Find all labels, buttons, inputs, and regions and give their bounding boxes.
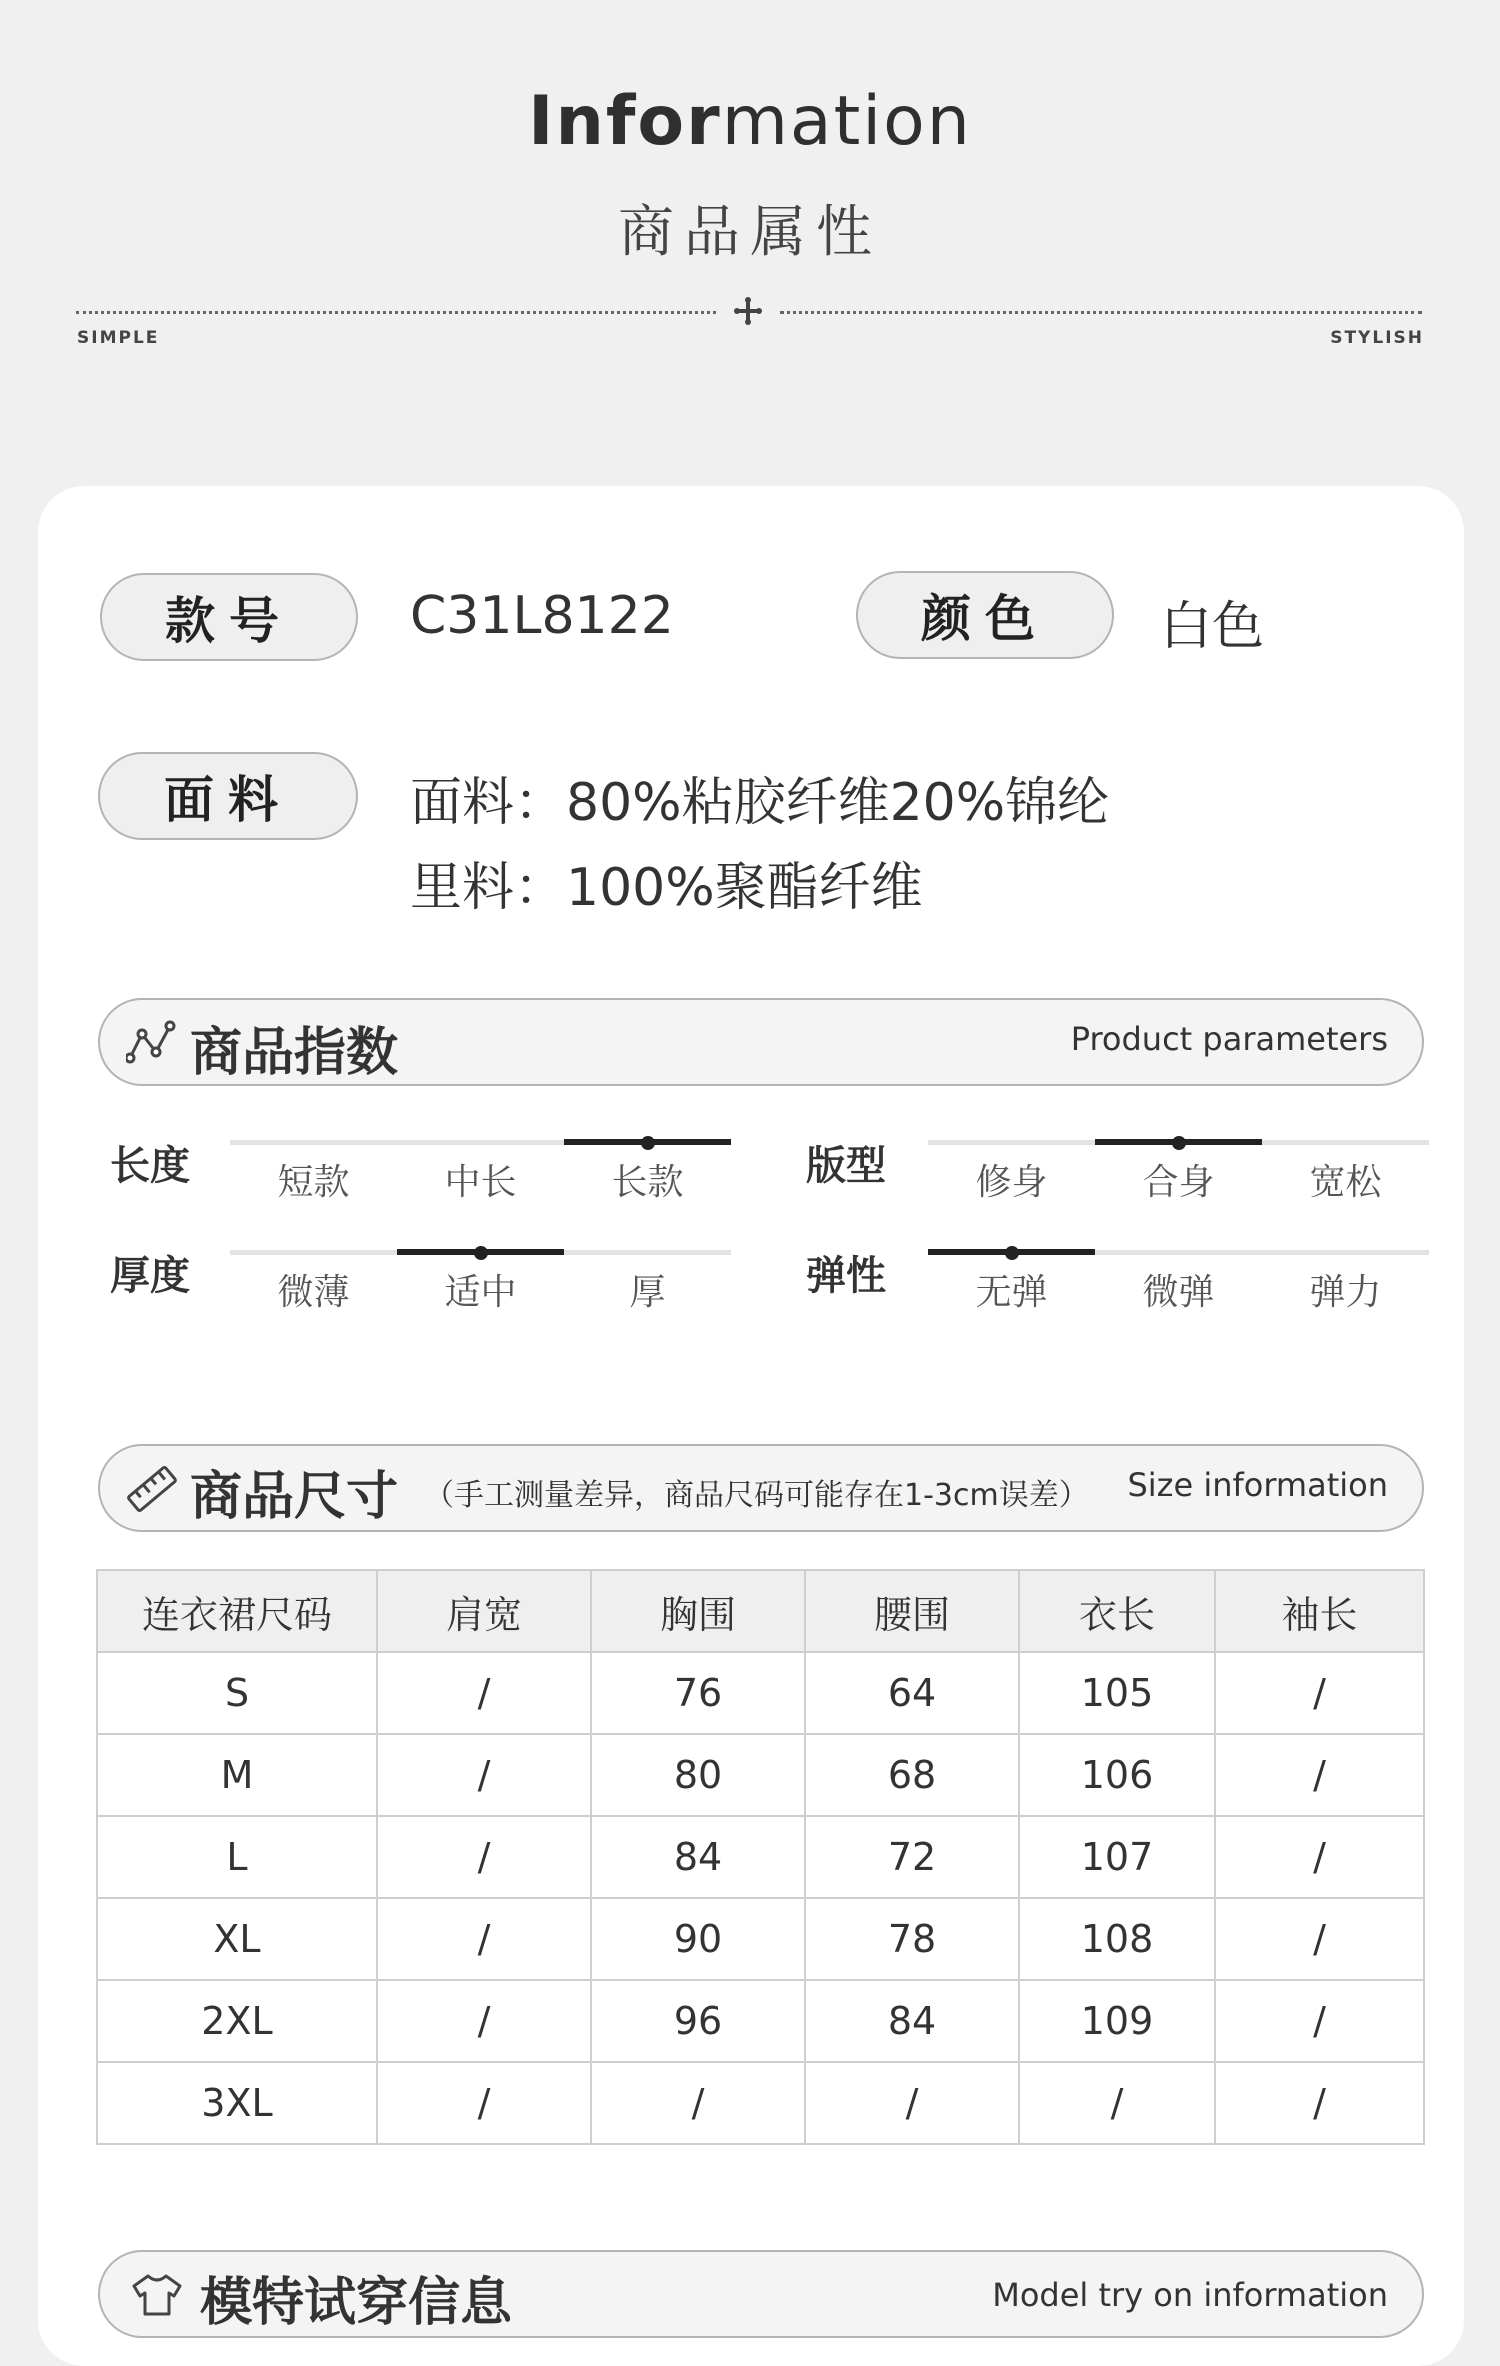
param-selected-dot — [1005, 1246, 1019, 1260]
style-number-value: C31L8122 — [410, 586, 674, 646]
table-row — [97, 1734, 1424, 1816]
table-row — [97, 1980, 1424, 2062]
model-try-on-title: 模特试穿信息 — [200, 2273, 513, 2333]
param-selected-dot — [474, 1246, 488, 1260]
table-cell: 3XL — [97, 2062, 377, 2144]
table-cell: / — [1215, 1816, 1424, 1898]
table-row — [97, 1652, 1424, 1734]
table-cell: / — [377, 1652, 591, 1734]
param-option: 微薄 — [277, 1272, 350, 1313]
page-title-en: Information — [528, 82, 972, 161]
product-parameters-title: 商品指数 — [190, 1023, 399, 1083]
size-table-header-cell: 衣长 — [1019, 1570, 1215, 1652]
table-cell: / — [1215, 1734, 1424, 1816]
table-cell: / — [1215, 2062, 1424, 2144]
table-cell: 106 — [1019, 1734, 1215, 1816]
param-option: 合身 — [1142, 1162, 1215, 1203]
param-option: 弹力 — [1309, 1272, 1382, 1313]
param-option: 无弹 — [975, 1272, 1048, 1313]
table-cell: / — [377, 1980, 591, 2062]
table-cell: / — [591, 2062, 805, 2144]
param-name: 长度 — [110, 1143, 190, 1189]
table-cell: M — [97, 1734, 377, 1816]
table-cell: 64 — [805, 1652, 1019, 1734]
divider-right — [780, 311, 1422, 314]
table-cell: 80 — [591, 1734, 805, 1816]
table-cell: / — [377, 2062, 591, 2144]
size-table — [96, 1569, 1425, 2145]
fabric-line-2: 里料：100%聚酯纤维 — [410, 858, 923, 918]
table-cell: 84 — [805, 1980, 1019, 2062]
table-cell: / — [1215, 1980, 1424, 2062]
table-cell: / — [805, 2062, 1019, 2144]
param-option: 长款 — [611, 1162, 684, 1203]
table-cell: 90 — [591, 1898, 805, 1980]
shirt-icon — [130, 2272, 184, 2318]
divider-left — [76, 311, 716, 314]
table-cell: 76 — [591, 1652, 805, 1734]
cross-ornament-icon — [733, 296, 763, 326]
model-try-on-title-en: Model try on information — [992, 2276, 1388, 2314]
table-cell: 109 — [1019, 1980, 1215, 2062]
table-cell: 105 — [1019, 1652, 1215, 1734]
size-table-header-cell: 腰围 — [805, 1570, 1019, 1652]
table-cell: S — [97, 1652, 377, 1734]
table-row — [97, 2062, 1424, 2144]
size-information-title: 商品尺寸 — [190, 1467, 399, 1527]
table-cell: / — [377, 1816, 591, 1898]
param-option: 适中 — [444, 1272, 517, 1313]
param-option: 中长 — [444, 1162, 517, 1203]
param-option: 宽松 — [1309, 1162, 1382, 1203]
color-value: 白色 — [1160, 597, 1265, 657]
table-cell: / — [1215, 1898, 1424, 1980]
corner-label-stylish: STYLISH — [1330, 328, 1424, 348]
size-table-header-cell: 连衣裙尺码 — [97, 1570, 377, 1652]
param-selected-dot — [1172, 1136, 1186, 1150]
table-cell: / — [377, 1734, 591, 1816]
size-table-header — [97, 1570, 1424, 1652]
ruler-icon — [126, 1464, 178, 1514]
table-cell: 84 — [591, 1816, 805, 1898]
table-row — [97, 1898, 1424, 1980]
size-measurement-note: （手工测量差异，商品尺码可能存在1-3cm误差） — [424, 1478, 1089, 1513]
param-option: 厚 — [629, 1272, 666, 1313]
table-cell: 68 — [805, 1734, 1019, 1816]
table-cell: / — [1019, 2062, 1215, 2144]
table-cell: 72 — [805, 1816, 1019, 1898]
param-name: 版型 — [806, 1143, 886, 1189]
param-name: 厚度 — [110, 1253, 190, 1299]
size-table-header-cell: 袖长 — [1215, 1570, 1424, 1652]
table-cell: 108 — [1019, 1898, 1215, 1980]
color-label: 颜色 — [856, 571, 1114, 659]
table-cell: 107 — [1019, 1816, 1215, 1898]
fabric-label: 面料 — [98, 752, 358, 840]
style-number-label: 款号 — [100, 573, 358, 661]
size-table-header-cell: 胸围 — [591, 1570, 805, 1652]
table-cell: XL — [97, 1898, 377, 1980]
param-option: 短款 — [277, 1162, 350, 1203]
param-option: 微弹 — [1142, 1272, 1215, 1313]
fabric-line-1: 面料：80%粘胶纤维20%锦纶 — [410, 773, 1110, 833]
param-option: 修身 — [975, 1162, 1048, 1203]
table-cell: 2XL — [97, 1980, 377, 2062]
param-name: 弹性 — [806, 1253, 886, 1299]
table-cell: / — [377, 1898, 591, 1980]
size-table-header-cell: 肩宽 — [377, 1570, 591, 1652]
product-parameters-title-en: Product parameters — [1070, 1020, 1388, 1058]
size-information-title-en: Size information — [1127, 1466, 1388, 1504]
table-cell: L — [97, 1816, 377, 1898]
table-cell: / — [1215, 1652, 1424, 1734]
page-title-cn: 商品属性 — [618, 200, 882, 265]
corner-label-simple: SIMPLE — [77, 328, 160, 348]
table-cell: 78 — [805, 1898, 1019, 1980]
table-cell: 96 — [591, 1980, 805, 2062]
trend-line-icon — [126, 1020, 176, 1064]
param-selected-dot — [641, 1136, 655, 1150]
table-row — [97, 1816, 1424, 1898]
